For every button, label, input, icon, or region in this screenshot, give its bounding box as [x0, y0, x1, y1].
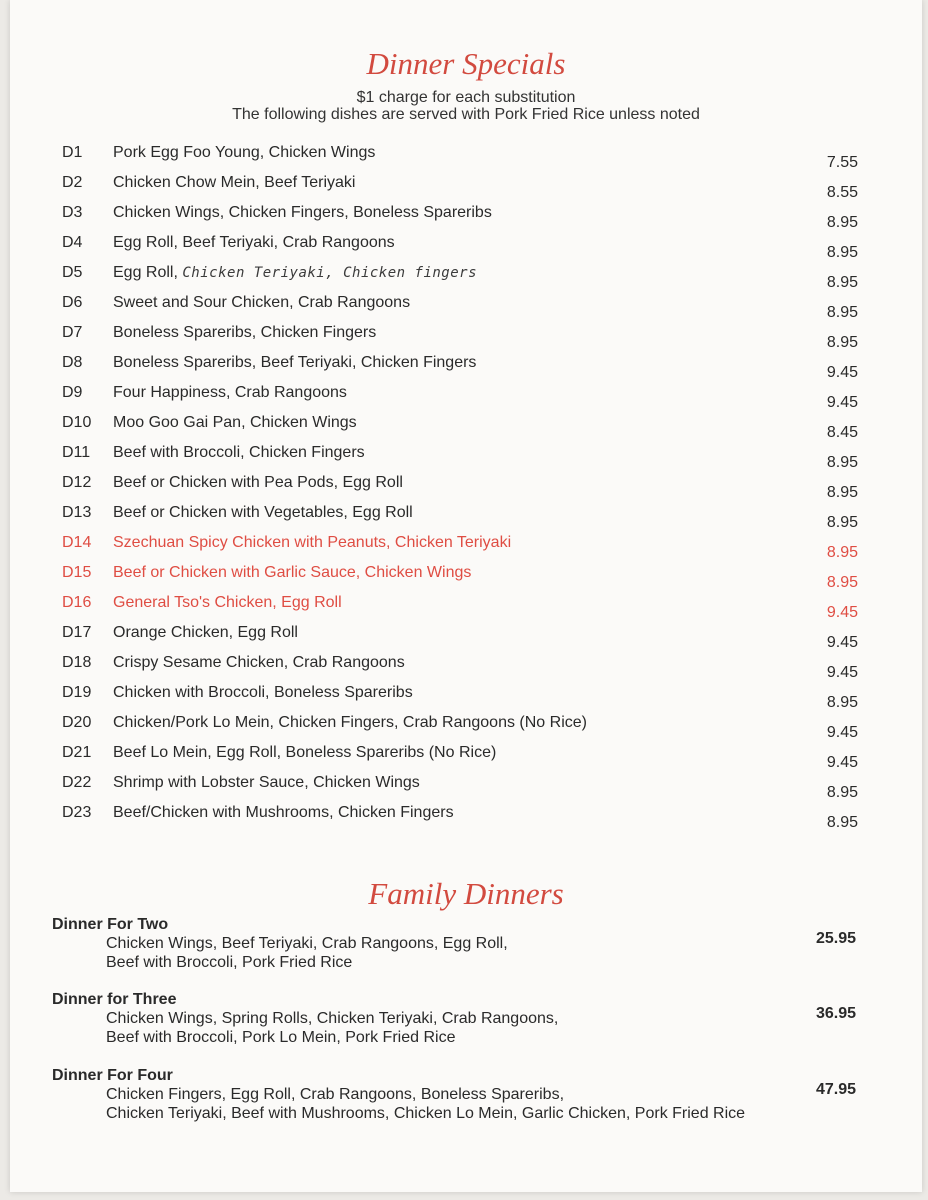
item-description: Beef Lo Mein, Egg Roll, Boneless Spareribs (No Rice): [113, 744, 497, 761]
item-code: D17: [62, 624, 92, 641]
printed-text: Egg Roll,: [113, 264, 178, 281]
menu-item: [10, 624, 922, 654]
item-price: 8.95: [826, 454, 858, 471]
item-description: Beef or Chicken with Garlic Sauce, Chicken Wings: [113, 564, 472, 581]
item-code: D14: [62, 534, 92, 551]
item-code: D22: [62, 774, 92, 791]
item-description: Four Happiness, Crab Rangoons: [113, 384, 347, 401]
item-description: Orange Chicken, Egg Roll: [113, 624, 298, 641]
family-dinner-contents: Beef with Broccoli, Pork Lo Mein, Pork Fried Rice: [106, 1029, 456, 1046]
item-code: D16: [62, 594, 92, 611]
rice-note: The following dishes are served with Pork Fried Rice unless noted: [232, 106, 700, 123]
family-dinner-item: [52, 916, 872, 972]
item-price: 8.95: [826, 514, 858, 531]
family-dinners-title: Family Dinners: [368, 876, 564, 911]
item-price: 8.95: [826, 244, 858, 261]
item-description: Chicken with Broccoli, Boneless Spareribs: [113, 684, 413, 701]
item-code: D18: [62, 654, 92, 671]
item-description: Chicken Wings, Chicken Fingers, Boneless Spareribs: [113, 204, 492, 221]
item-price: 8.95: [826, 484, 858, 501]
item-price: 8.95: [826, 694, 858, 711]
menu-item: [10, 264, 922, 294]
item-description: Boneless Spareribs, Beef Teriyaki, Chicken Fingers: [113, 354, 477, 371]
item-price: 8.95: [826, 544, 858, 561]
item-description: Beef/Chicken with Mushrooms, Chicken Fingers: [113, 804, 454, 821]
item-code: D13: [62, 504, 92, 521]
item-description: Chicken Chow Mein, Beef Teriyaki: [113, 174, 356, 191]
item-description: Moo Goo Gai Pan, Chicken Wings: [113, 414, 357, 431]
item-description: Egg Roll, Beef Teriyaki, Crab Rangoons: [113, 234, 395, 251]
item-price: 8.95: [826, 214, 858, 231]
family-dinner-item: [52, 991, 872, 1047]
item-code: D15: [62, 564, 92, 581]
item-code: D10: [62, 414, 92, 431]
item-price: 8.95: [826, 574, 858, 591]
item-description: Pork Egg Foo Young, Chicken Wings: [113, 144, 376, 161]
item-code: D23: [62, 804, 92, 821]
menu-item: [10, 414, 922, 444]
family-dinner-contents: Chicken Wings, Beef Teriyaki, Crab Rangoons, Egg Roll,: [106, 935, 508, 952]
item-price: 9.45: [826, 394, 858, 411]
family-dinner-price: 25.95: [815, 930, 856, 947]
item-code: D20: [62, 714, 92, 731]
item-description: Beef with Broccoli, Chicken Fingers: [113, 444, 365, 461]
family-dinner-name: Dinner for Three: [52, 991, 177, 1008]
item-code: D9: [62, 384, 83, 401]
item-code: D4: [62, 234, 83, 251]
menu-item: [10, 294, 922, 324]
item-code: D6: [62, 294, 83, 311]
item-code: D19: [62, 684, 92, 701]
menu-item: [10, 504, 922, 534]
item-price: 8.95: [826, 814, 858, 831]
item-description: Crispy Sesame Chicken, Crab Rangoons: [113, 654, 405, 671]
menu-item-spicy: [10, 594, 922, 624]
item-code: D12: [62, 474, 92, 491]
family-dinner-price: 47.95: [815, 1081, 856, 1098]
family-dinner-contents: Beef with Broccoli, Pork Fried Rice: [106, 954, 353, 971]
item-code: D8: [62, 354, 83, 371]
menu-item: [10, 774, 922, 804]
item-price: 9.45: [826, 364, 858, 381]
item-price: 8.95: [826, 784, 858, 801]
dinner-specials-title: Dinner Specials: [366, 46, 566, 81]
item-description: Beef or Chicken with Vegetables, Egg Roll: [113, 504, 413, 521]
menu-item: [10, 654, 922, 684]
item-price: 8.95: [826, 274, 858, 291]
menu-item: [10, 144, 922, 174]
item-description: General Tso's Chicken, Egg Roll: [113, 594, 342, 611]
menu-item: [10, 324, 922, 354]
item-price: 9.45: [826, 634, 858, 651]
item-price: 9.45: [826, 664, 858, 681]
item-description: Szechuan Spicy Chicken with Peanuts, Chicken Teriyaki: [113, 534, 512, 551]
item-description: Boneless Spareribs, Chicken Fingers: [113, 324, 377, 341]
family-dinner-contents: Chicken Fingers, Egg Roll, Crab Rangoons, Boneless Spareribs,: [106, 1086, 565, 1103]
item-price: 9.45: [826, 754, 858, 771]
menu-item: [10, 714, 922, 744]
item-price: 9.45: [826, 724, 858, 741]
substitution-note: $1 charge for each substitution: [356, 89, 576, 106]
menu-item: [10, 354, 922, 384]
item-price: 9.45: [826, 604, 858, 621]
menu-item: [10, 234, 922, 264]
menu-item: [10, 804, 922, 834]
item-description: Chicken/Pork Lo Mein, Chicken Fingers, Crab Rangoons (No Rice): [113, 714, 587, 731]
item-code: D11: [62, 444, 91, 461]
item-price: 8.95: [826, 304, 858, 321]
item-code: D1: [62, 144, 83, 161]
menu-item: [10, 174, 922, 204]
menu-item: [10, 684, 922, 714]
family-dinner-name: Dinner For Two: [52, 916, 169, 933]
item-price: 8.95: [826, 334, 858, 351]
family-dinner-item: [52, 1067, 872, 1123]
item-price: 8.55: [826, 184, 858, 201]
menu-item: [10, 384, 922, 414]
handwritten-correction: Chicken Teriyaki, Chicken fingers: [182, 265, 478, 281]
item-price: 8.45: [826, 424, 858, 441]
menu-item-spicy: [10, 534, 922, 564]
family-dinner-contents: Chicken Wings, Spring Rolls, Chicken Teriyaki, Crab Rangoons,: [106, 1010, 559, 1027]
menu-item-spicy: [10, 564, 922, 594]
menu-item: [10, 204, 922, 234]
item-code: D3: [62, 204, 83, 221]
family-dinner-price: 36.95: [815, 1005, 856, 1022]
menu-item: [10, 444, 922, 474]
item-description: Beef or Chicken with Pea Pods, Egg Roll: [113, 474, 403, 491]
item-code: D7: [62, 324, 83, 341]
family-dinner-name: Dinner For Four: [52, 1067, 173, 1084]
menu-item: [10, 474, 922, 504]
item-description: [113, 264, 477, 282]
item-code: D2: [62, 174, 83, 191]
menu-page: [10, 0, 922, 1192]
item-description: Sweet and Sour Chicken, Crab Rangoons: [113, 294, 411, 311]
item-price: 7.55: [826, 154, 858, 171]
menu-item: [10, 744, 922, 774]
item-description: Shrimp with Lobster Sauce, Chicken Wings: [113, 774, 420, 791]
item-code: D21: [62, 744, 92, 761]
family-dinner-contents: Chicken Teriyaki, Beef with Mushrooms, Chicken Lo Mein, Garlic Chicken, Pork Fried Rice: [106, 1105, 746, 1122]
item-code: D5: [62, 264, 83, 281]
